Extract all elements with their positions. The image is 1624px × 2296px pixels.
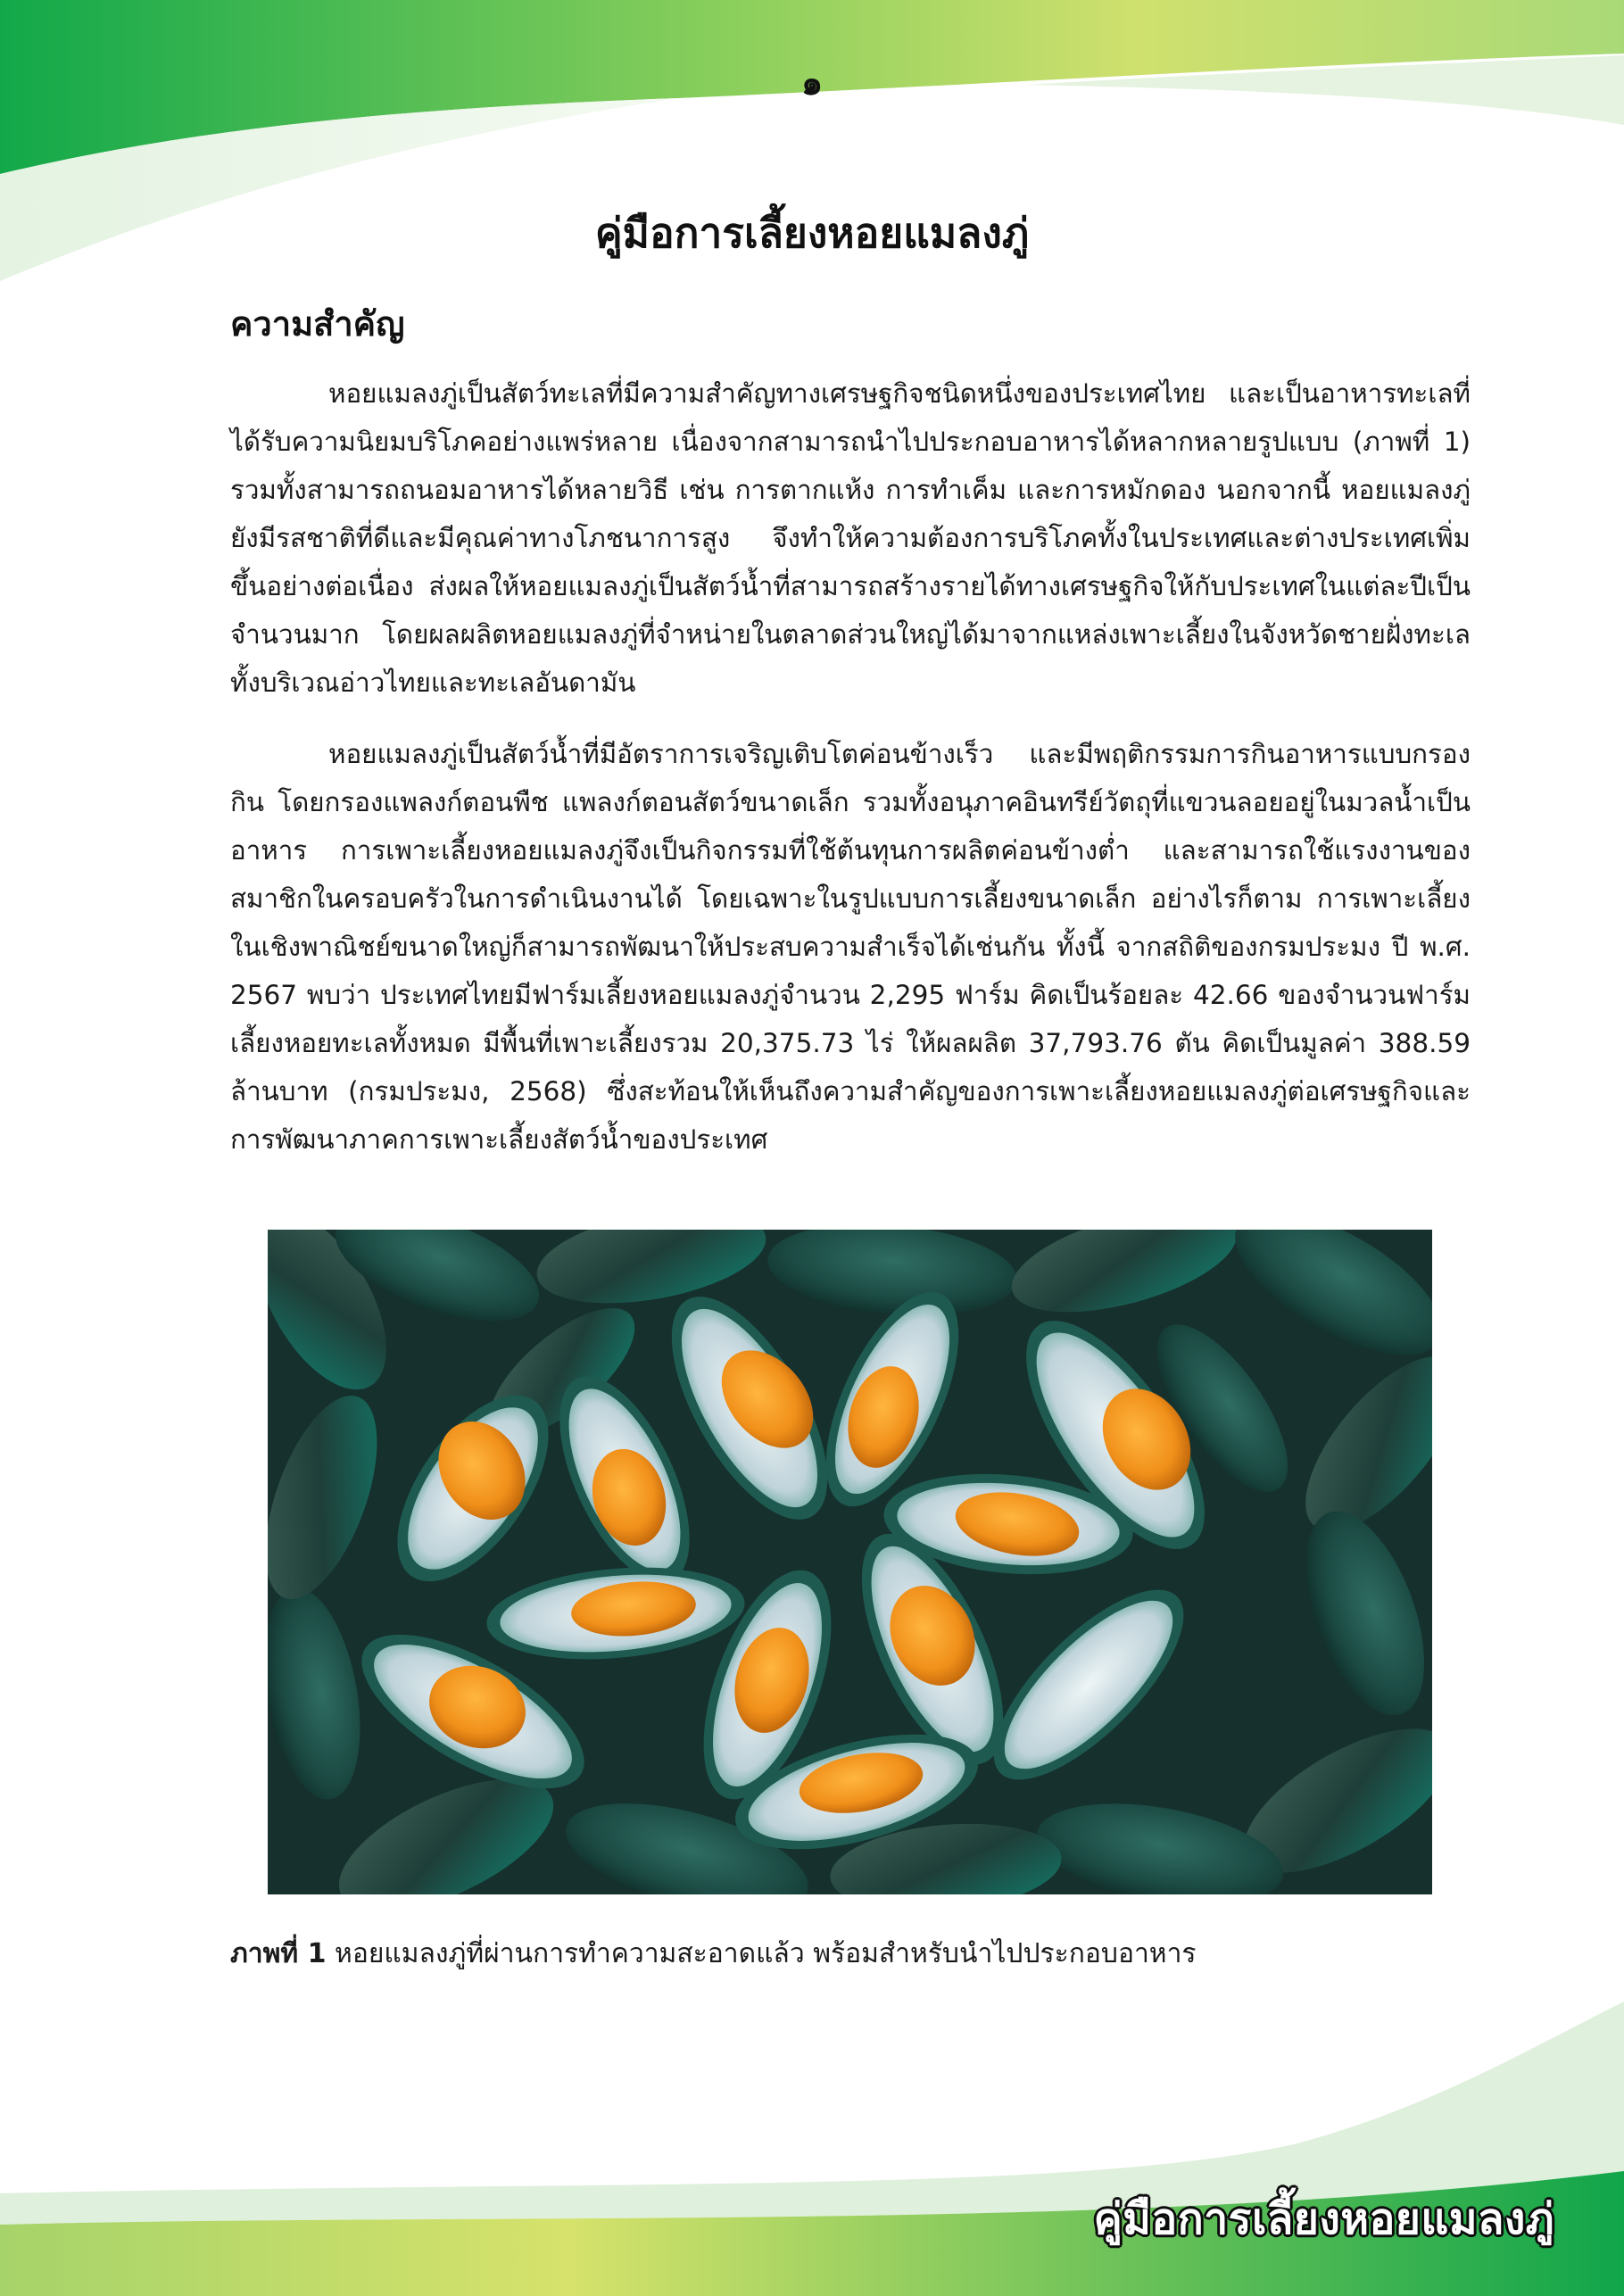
footer-title: คู่มือการเลี้ยงหอยแมลงภู่ [1093, 2194, 1554, 2244]
body-paragraph-2: หอยแมลงภู่เป็นสัตว์น้ำที่มีอัตราการเจริญเติบโตค่อนข้างเร็ว และมีพฤติกรรมการกินอาหารแบบกรองกิน โดยกรองแพลงก์ตอนพืช แพลงก์ตอนสัตว์ขนาดเล็ก รวมทั้งอนุภาคอินทรีย์วัตถุที่แขวนลอยอยู่ในมวลน้ำเป็นอาหาร การเพาะเลี้ยงหอยแมลงภู่จึงเป็นกิจกรรมที่ใช้ต้นทุนการผลิตค่อนข้างต่ำ และสามารถใช้แรงงานของสมาชิกในครอบครัวในการดำเนินงานได้ โดยเฉพาะในรูปแบบการเลี้ยงขนาดเล็ก อย่างไรก็ตาม การเพาะเลี้ยงในเชิงพาณิชย์ขนาดใหญ่ก็สามารถพัฒนาให้ประสบความสำเร็จได้เช่นกัน ทั้งนี้ จากสถิติของกรมประมง ปี พ.ศ. 2567 พบว่า ประเทศไทยมีฟาร์มเลี้ยงหอยแมลงภู่จำนวน 2,295 ฟาร์ม คิดเป็นร้อยละ 42.66 ของจำนวนฟาร์มเลี้ยงหอยทะเลทั้งหมด มีพื้นที่เพาะเลี้ยงรวม 20,375.73 ไร่ ให้ผลผลิต 37,793.76 ตัน คิดเป็นมูลค่า 388.59 ล้านบาท (กรมประมง, 2568) ซึ่งสะท้อนให้เห็นถึงความสำคัญของการเพาะเลี้ยงหอยแมลงภู่ต่อเศรษฐกิจและการพัฒนาภาคการเพาะเลี้ยงสัตว์น้ำของประเทศ [230, 739, 1471, 1155]
document-title: คู่มือการเลี้ยงหอยแมลงภู่ [594, 209, 1030, 257]
mussels-photo-icon [268, 1230, 1432, 1894]
page-number: ๑ [800, 63, 824, 103]
figure-caption-label: ภาพที่ 1 [230, 1938, 327, 1969]
body-paragraph-1: หอยแมลงภู่เป็นสัตว์ทะเลที่มีความสำคัญทางเศรษฐกิจชนิดหนึ่งของประเทศไทย และเป็นอาหารทะเลที่ได้รับความนิยมบริโภคอย่างแพร่หลาย เนื่องจากสามารถนำไปประกอบอาหารได้หลากหลายรูปแบบ (ภาพที่ 1) รวมทั้งสามารถถนอมอาหารได้หลายวิธี เช่น การตากแห้ง การทำเค็ม และการหมักดอง นอกจากนี้ หอยแมลงภู่ยังมีรสชาติที่ดีและมีคุณค่าทางโภชนาการสูง จึงทำให้ความต้องการบริโภคทั้งในประเทศและต่างประเทศเพิ่มขึ้นอย่างต่อเนื่อง ส่งผลให้หอยแมลงภู่เป็นสัตว์น้ำที่สามารถสร้างรายได้ทางเศรษฐกิจให้กับประเทศในแต่ละปีเป็นจำนวนมาก โดยผลผลิตหอยแมลงภู่ที่จำหน่ายในตลาดส่วนใหญ่ได้มาจากแหล่งเพาะเลี้ยงในจังหวัดชายฝั่งทะเลทั้งบริเวณอ่าวไทยและทะเลอันดามัน [230, 378, 1471, 698]
figure-caption [230, 1930, 1197, 1978]
section-heading: ความสำคัญ [230, 304, 405, 344]
figure-mussels-photo [268, 1230, 1432, 1894]
figure-caption-text: หอยแมลงภู่ที่ผ่านการทำความสะอาดแล้ว พร้อมสำหรับนำไปประกอบอาหาร [335, 1938, 1197, 1969]
